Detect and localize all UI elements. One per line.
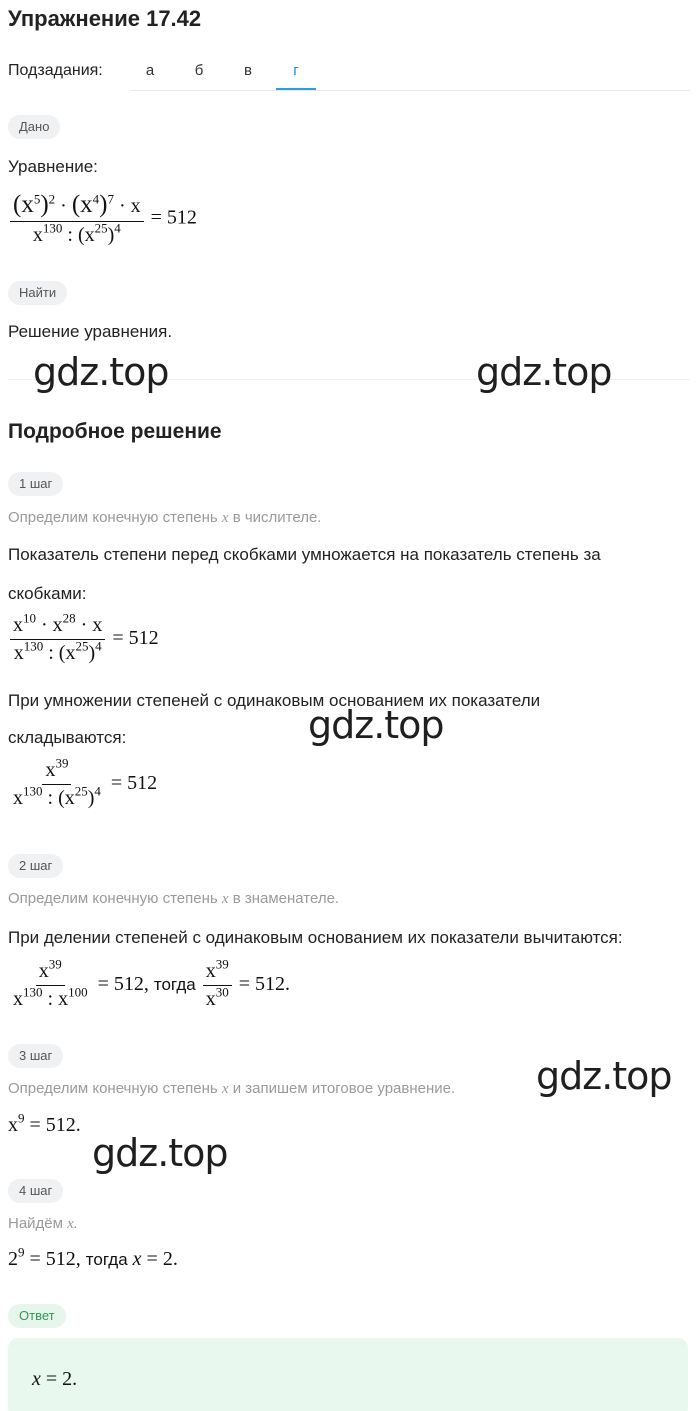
active-tab-indicator [276, 88, 316, 90]
solution-heading: Подробное решение [8, 420, 222, 443]
step2-hint: Определим конечную степень x в знаменателе. [8, 890, 340, 907]
tab-a[interactable]: а [145, 62, 155, 79]
find-chip: Найти [8, 281, 67, 305]
step1-fraction-1: $\frac{x^{10} \cdot x^{28} \cdot x}{x^{130} : (x^{25})^4}$ [10, 614, 105, 665]
given-fraction: $\frac{(x^5)^2 \cdot (x^4)^7 \cdot x}{x^{130} : (x^{25})^4}$ [10, 191, 144, 247]
given-equation: $\frac{(x^5)^2 \cdot (x^4)^7 \cdot x}{x^{130} : (x^{25})^4}$ = 512 [8, 191, 197, 247]
answer-value: x = 2. [32, 1368, 78, 1390]
tabs-divider [130, 90, 690, 91]
step2-fraction-1: $\frac{x^{39}}{x^{130} : x^{100}}$ [13, 956, 88, 1010]
step1-fraction-2: $\frac{x^{39}}{x^{130} : (x^{25})^4}$ [13, 755, 101, 809]
step1-text-1: Показатель степени перед скобками умножается на показатель степень за [8, 545, 601, 564]
watermark-5: gdz.top [92, 1131, 228, 1175]
step2-equation: $\frac{x^{39}}{x^{130} : x^{100}}$ = 512, тогда $\frac{x^{39}}{x^{30}}$ = 512. [8, 960, 290, 1011]
tab-v[interactable]: в [244, 62, 252, 79]
step1-text-2b: складываются: [8, 728, 127, 747]
step4-hint: Найдём x. [8, 1215, 78, 1232]
watermark-3: gdz.top [308, 703, 444, 747]
subtasks-label: Подзадания: [8, 62, 103, 79]
step1-text-2: При умножении степеней с одинаковым основанием их показатели [8, 691, 541, 710]
step1-chip: 1 шаг [8, 472, 63, 496]
tab-g[interactable]: г [293, 62, 299, 79]
tab-b[interactable]: б [194, 62, 204, 79]
step3-chip: 3 шаг [8, 1044, 63, 1068]
answer-box [8, 1338, 688, 1411]
answer-chip: Ответ [8, 1304, 66, 1328]
step1-text-1b: скобками: [8, 584, 87, 603]
watermark-1: gdz.top [33, 350, 169, 394]
step3-equation: $x^9 = 512$. [8, 1110, 81, 1136]
step3-hint: Определим конечную степень x и запишем итоговое уравнение. [8, 1080, 456, 1097]
step2-chip: 2 шаг [8, 854, 63, 878]
given-chip: Дано [8, 115, 60, 139]
step2-fraction-2: $\frac{x^{39}}{x^{30}}$ [203, 960, 232, 1011]
given-label: Уравнение: [8, 157, 98, 176]
step1-equation-2: $\frac{x^{39}}{x^{130} : (x^{25})^4}$ = 512 [8, 759, 157, 810]
step1-hint: Определим конечную степень x в числителе. [8, 509, 322, 526]
watermark-4: gdz.top [536, 1054, 672, 1098]
page-title: Упражнение 17.42 [8, 6, 202, 31]
find-text: Решение уравнения. [8, 322, 173, 341]
step2-text: При делении степеней с одинаковым основанием их показатели вычитаются: [8, 928, 623, 947]
step4-chip: 4 шаг [8, 1179, 63, 1203]
step4-equation: $2^9 = 512$, тогда x = 2. [8, 1244, 178, 1270]
step1-equation-1: $\frac{x^{10} \cdot x^{28} \cdot x}{x^{130} : (x^{25})^4}$ = 512 [8, 614, 159, 665]
watermark-2: gdz.top [476, 350, 612, 394]
